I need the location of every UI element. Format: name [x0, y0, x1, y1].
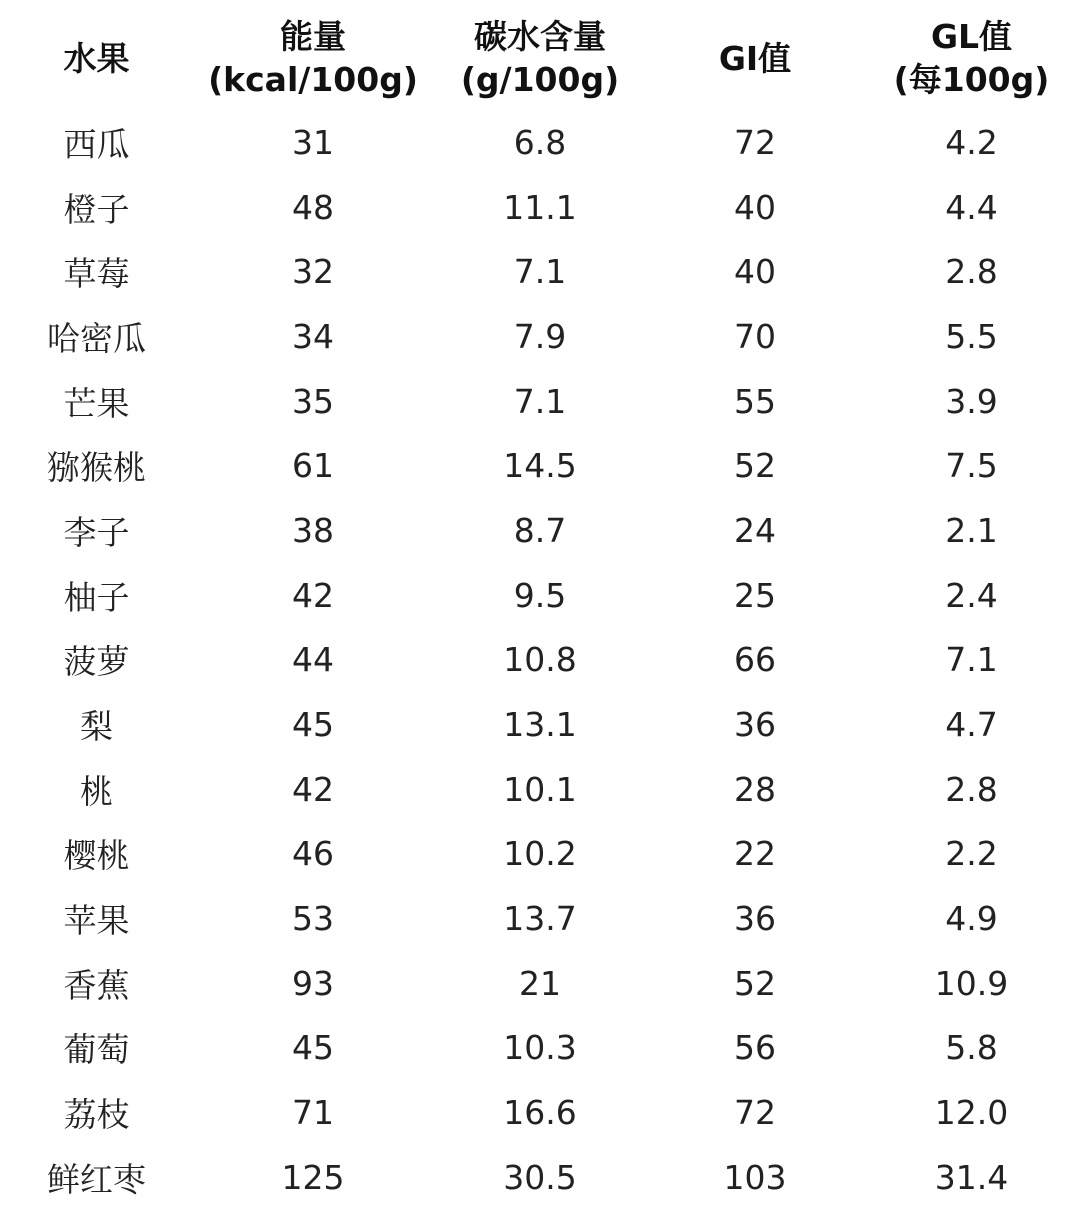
energy-value-cell: 45 [292, 1028, 334, 1068]
gl-value-cell: 4.2 [945, 122, 998, 162]
fruit-name-cell: 荔枝 [63, 1095, 130, 1135]
gi-value-cell: 40 [734, 252, 776, 292]
gi-value-cell: 52 [734, 446, 776, 486]
energy-value-cell: 71 [292, 1093, 334, 1133]
fruit-name-cell: 橙子 [63, 189, 130, 229]
gi-value-cell: 36 [734, 705, 776, 745]
fruit-name-cell: 哈密瓜 [47, 318, 146, 358]
energy-value-cell: 35 [292, 381, 334, 421]
energy-value-cell: 46 [292, 834, 334, 874]
table-row [0, 304, 1080, 369]
energy-value-cell: 45 [292, 705, 334, 745]
header-energy-label: 能量 [280, 17, 346, 56]
table-row [0, 1080, 1080, 1145]
gi-value-cell: 55 [734, 381, 776, 421]
gi-value-cell: 24 [734, 510, 776, 550]
fruit-name-cell: 西瓜 [63, 124, 130, 164]
table-row [0, 951, 1080, 1016]
gl-value-cell: 2.8 [945, 769, 998, 809]
fruit-name-cell: 樱桃 [63, 836, 130, 876]
gi-value-cell: 103 [723, 1157, 787, 1197]
fruit-name-cell: 芒果 [63, 383, 130, 423]
header-energy [193, 0, 433, 116]
header-fruit [0, 0, 193, 116]
gl-value-cell: 3.9 [945, 381, 998, 421]
table-row [0, 498, 1080, 563]
table-row [0, 563, 1080, 628]
gi-value-cell: 66 [734, 640, 776, 680]
fruit-name-cell: 菠萝 [63, 642, 130, 682]
carbs-value-cell: 10.1 [503, 769, 577, 809]
carbs-value-cell: 13.1 [503, 705, 577, 745]
table-row [0, 433, 1080, 498]
energy-value-cell: 31 [292, 122, 334, 162]
gi-value-cell: 72 [734, 122, 776, 162]
gl-value-cell: 5.8 [945, 1028, 998, 1068]
gi-value-cell: 56 [734, 1028, 776, 1068]
gl-value-cell: 2.4 [945, 575, 998, 615]
carbs-value-cell: 11.1 [503, 187, 577, 227]
header-gl-label: GL值 [930, 17, 1013, 56]
energy-value-cell: 34 [292, 316, 334, 356]
gl-value-cell: 2.8 [945, 252, 998, 292]
fruit-name-cell: 香蕉 [63, 965, 130, 1005]
gl-value-cell: 10.9 [934, 963, 1009, 1003]
carbs-value-cell: 6.8 [513, 122, 567, 162]
table-row [0, 822, 1080, 887]
header-fruit-label: 水果 [63, 38, 130, 78]
gl-value-cell: 2.1 [945, 510, 998, 550]
table-row [0, 886, 1080, 951]
header-carbs-unit: (g/100g) [460, 60, 620, 99]
carbs-value-cell: 16.6 [503, 1093, 577, 1133]
header-gl [863, 0, 1080, 116]
energy-value-cell: 38 [292, 510, 334, 550]
fruit-name-cell: 梨 [80, 707, 113, 747]
header-gi [647, 0, 863, 116]
table-row [0, 628, 1080, 693]
energy-value-cell: 61 [292, 446, 334, 486]
carbs-value-cell: 10.8 [503, 640, 577, 680]
header-gi-label: GI值 [718, 38, 792, 78]
carbs-value-cell: 21 [519, 963, 561, 1003]
fruit-name-cell: 柚子 [63, 577, 130, 617]
table-row [0, 692, 1080, 757]
table-row [0, 369, 1080, 434]
energy-value-cell: 125 [281, 1157, 345, 1197]
table-row [0, 757, 1080, 822]
table-header [0, 0, 1080, 116]
gl-value-cell: 12.0 [934, 1093, 1009, 1133]
table-row [0, 1016, 1080, 1081]
carbs-value-cell: 14.5 [503, 446, 577, 486]
energy-value-cell: 32 [292, 252, 334, 292]
carbs-value-cell: 7.1 [513, 381, 567, 421]
gl-value-cell: 4.4 [945, 187, 998, 227]
gi-value-cell: 40 [734, 187, 776, 227]
table-row [0, 175, 1080, 240]
energy-value-cell: 93 [292, 963, 334, 1003]
table-body [0, 110, 1080, 1210]
carbs-value-cell: 10.2 [503, 834, 577, 874]
table-row [0, 1145, 1080, 1210]
table-row [0, 110, 1080, 175]
energy-value-cell: 44 [292, 640, 334, 680]
gl-value-cell: 31.4 [934, 1157, 1009, 1197]
gl-value-cell: 4.9 [945, 899, 998, 939]
header-energy-unit: (kcal/100g) [208, 60, 418, 99]
gi-value-cell: 72 [734, 1093, 776, 1133]
energy-value-cell: 42 [292, 575, 334, 615]
carbs-value-cell: 10.3 [503, 1028, 577, 1068]
fruit-name-cell: 桃 [80, 771, 113, 811]
gi-value-cell: 70 [734, 316, 776, 356]
energy-value-cell: 53 [292, 899, 334, 939]
gi-value-cell: 36 [734, 899, 776, 939]
header-carbs-label: 碳水含量 [474, 17, 606, 56]
carbs-value-cell: 7.1 [513, 252, 567, 292]
carbs-value-cell: 13.7 [503, 899, 577, 939]
gl-value-cell: 2.2 [945, 834, 998, 874]
fruit-name-cell: 鲜红枣 [47, 1159, 146, 1199]
header-gl-unit: (每100g) [893, 60, 1050, 99]
gl-value-cell: 7.5 [945, 446, 998, 486]
carbs-value-cell: 7.9 [513, 316, 567, 356]
energy-value-cell: 42 [292, 769, 334, 809]
carbs-value-cell: 9.5 [513, 575, 567, 615]
carbs-value-cell: 30.5 [503, 1157, 577, 1197]
gi-value-cell: 22 [734, 834, 776, 874]
fruit-name-cell: 葡萄 [63, 1030, 130, 1070]
fruit-name-cell: 猕猴桃 [47, 448, 146, 488]
fruit-name-cell: 李子 [63, 512, 130, 552]
gl-value-cell: 5.5 [945, 316, 998, 356]
gl-value-cell: 4.7 [945, 705, 998, 745]
header-carbs [433, 0, 647, 116]
gi-value-cell: 28 [734, 769, 776, 809]
fruit-name-cell: 草莓 [63, 254, 130, 294]
gi-value-cell: 52 [734, 963, 776, 1003]
fruit-name-cell: 苹果 [63, 901, 130, 941]
gl-value-cell: 7.1 [945, 640, 998, 680]
energy-value-cell: 48 [292, 187, 334, 227]
table-row [0, 239, 1080, 304]
gi-value-cell: 25 [734, 575, 776, 615]
carbs-value-cell: 8.7 [513, 510, 567, 550]
